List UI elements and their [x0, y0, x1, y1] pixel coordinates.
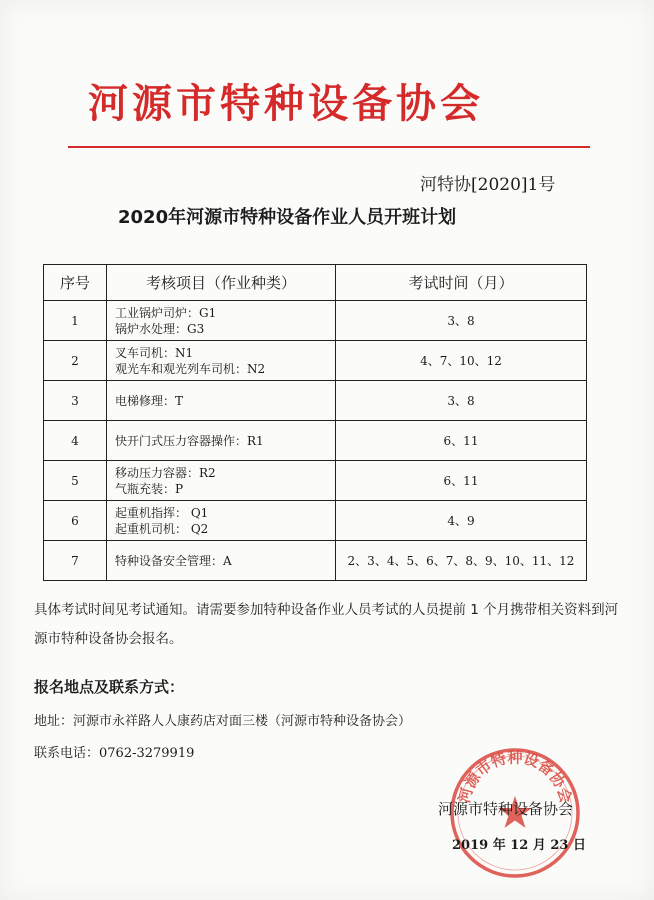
row-number: 4 — [44, 421, 107, 461]
row-number: 5 — [44, 461, 107, 501]
item-line: 快开门式压力容器操作：R1 — [115, 433, 264, 448]
row-items — [107, 301, 336, 341]
item-line: 工业锅炉司炉：G1 — [115, 305, 217, 320]
row-items — [107, 461, 336, 501]
item-line: 气瓶充装：P — [115, 481, 184, 496]
column-header-time: 考试时间（月） — [336, 265, 587, 301]
table-row — [44, 541, 587, 581]
row-number: 1 — [44, 301, 107, 341]
document-title: 2020年河源市特种设备作业人员开班计划 — [118, 207, 457, 228]
item-line: 起重机司机： Q2 — [115, 521, 209, 536]
table-row — [44, 301, 587, 341]
row-exam-months: 2、3、4、5、6、7、8、9、10、11、12 — [336, 541, 587, 581]
signature-organization: 河源市特种设备协会 — [438, 800, 574, 818]
row-items — [107, 541, 336, 581]
table-header-row — [44, 265, 587, 301]
table-row — [44, 421, 587, 461]
row-number: 6 — [44, 501, 107, 541]
row-exam-months: 3、8 — [336, 381, 587, 421]
item-line: 叉车司机：N1 — [115, 345, 194, 360]
contact-phone: 联系电话：0762-3279919 — [34, 746, 195, 761]
row-items — [107, 421, 336, 461]
document-number: 河特协[2020]1号 — [420, 175, 556, 195]
row-items — [107, 341, 336, 381]
row-number: 3 — [44, 381, 107, 421]
column-header-no: 序号 — [44, 265, 107, 301]
signature-date: 2019 年 12 月 23 日 — [452, 838, 586, 853]
row-exam-months: 6、11 — [336, 461, 587, 501]
table-row — [44, 381, 587, 421]
table-row — [44, 341, 587, 381]
row-exam-months: 4、9 — [336, 501, 587, 541]
row-number: 7 — [44, 541, 107, 581]
row-number: 2 — [44, 341, 107, 381]
table-row — [44, 461, 587, 501]
row-items — [107, 381, 336, 421]
seal-text: 河源市特种设备协会 — [455, 748, 575, 805]
schedule-table — [43, 264, 587, 581]
item-line: 锅炉水处理：G3 — [115, 321, 205, 336]
column-header-item: 考核项目（作业种类） — [107, 265, 336, 301]
notice-paragraph: 具体考试时间见考试通知。请需要参加特种设备作业人员考试的人员提前 1 个月携带相关资料到河源市特种设备协会报名。 — [34, 602, 619, 647]
item-line: 特种设备安全管理：A — [115, 553, 232, 568]
row-exam-months: 6、11 — [336, 421, 587, 461]
item-line: 观光车和观光列车司机：N2 — [115, 361, 266, 376]
item-line: 移动压力容器：R2 — [115, 465, 216, 480]
contact-heading: 报名地点及联系方式： — [34, 678, 185, 696]
row-exam-months: 4、7、10、12 — [336, 341, 587, 381]
row-items — [107, 501, 336, 541]
letterhead-rule — [68, 146, 590, 148]
contact-address: 地址：河源市永祥路人人康药店对面三楼（河源市特种设备协会） — [34, 714, 412, 729]
item-line: 电梯修理：T — [115, 393, 184, 408]
letterhead-title: 河源市特种设备协会 — [88, 80, 484, 127]
row-exam-months: 3、8 — [336, 301, 587, 341]
item-line: 起重机指挥： Q1 — [115, 505, 209, 520]
table-row — [44, 501, 587, 541]
